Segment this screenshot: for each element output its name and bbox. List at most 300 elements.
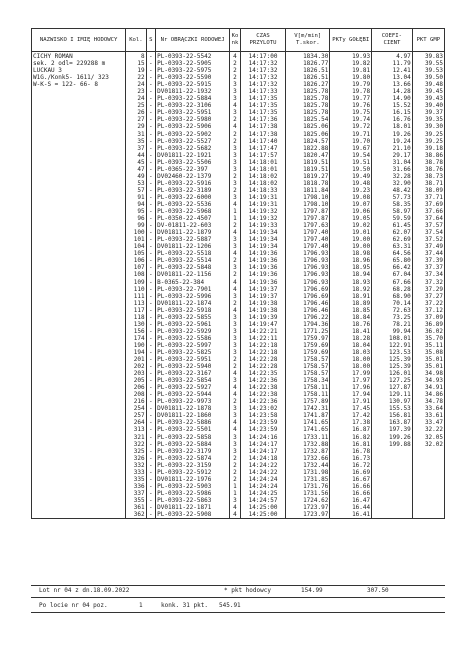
- cell-coef: 31.66: [372, 166, 413, 173]
- cell-breeder: [32, 462, 126, 469]
- cell-gmp: 39.50: [412, 74, 444, 81]
- cell-s: -: [146, 328, 156, 335]
- cell-czas: 14:19:37: [240, 286, 285, 293]
- cell-pkt: 19.05: [330, 215, 372, 222]
- cell-ring: PL-0393-22-5940: [156, 363, 230, 370]
- cell-breeder: [32, 166, 126, 173]
- cell-czas: 14:17:32: [240, 81, 285, 88]
- cell-speed: 1731.98: [286, 469, 330, 476]
- cell-speed: 1797.40: [286, 236, 330, 243]
- cell-ring: DV02460-22-1379: [156, 173, 230, 180]
- table-row: [32, 257, 445, 264]
- cell-konk: 2: [230, 131, 241, 138]
- cell-s: -: [146, 398, 156, 405]
- cell-czas: 14:22:21: [240, 328, 285, 335]
- cell-ring: PL-0393-22-5825: [156, 349, 230, 356]
- cell-konk: 4: [230, 426, 241, 433]
- cell-speed: 1834.30: [286, 52, 330, 61]
- cell-ring: PL-0393-22-5903: [156, 483, 230, 490]
- cell-pkt: 18.93: [330, 279, 372, 286]
- cell-breeder: [32, 286, 126, 293]
- cell-kol: 26: [126, 109, 146, 116]
- cell-ring: DV-01811-22-603: [156, 222, 230, 229]
- cell-gmp: 36.89: [412, 321, 444, 328]
- cell-kol: 105: [126, 250, 146, 257]
- cell-ring: PL-0393-22-7901: [156, 286, 230, 293]
- cell-breeder: [32, 490, 126, 497]
- cell-kol: 96: [126, 215, 146, 222]
- cell-ring: DV01811-22-1156: [156, 271, 230, 278]
- cell-konk: 2: [230, 116, 241, 123]
- cell-kol: 203: [126, 370, 146, 377]
- cell-czas: 14:19:36: [240, 264, 285, 271]
- cell-breeder: [32, 236, 126, 243]
- cell-breeder: [32, 215, 126, 222]
- cell-gmp: 37.22: [412, 300, 444, 307]
- cell-breeder: [32, 497, 126, 504]
- cell-czas: 14:17:32: [240, 74, 285, 81]
- cell-gmp: 39.25: [412, 131, 444, 138]
- cell-kol: 190: [126, 342, 146, 349]
- cell-konk: 3: [230, 405, 241, 412]
- cell-czas: 14:23:59: [240, 419, 285, 426]
- cell-breeder: [32, 469, 126, 476]
- header-gmp: PKT GMP: [412, 29, 444, 52]
- cell-gmp: 32.22: [412, 426, 444, 433]
- cell-s: -: [146, 490, 156, 497]
- cell-speed: 1741.65: [286, 419, 330, 426]
- cell-kol: 24: [126, 81, 146, 88]
- cell-kol: 8: [126, 52, 146, 61]
- table-row: [32, 490, 445, 497]
- cell-coef: 197.39: [372, 426, 413, 433]
- cell-s: -: [146, 412, 156, 419]
- cell-coef: 199.26: [372, 434, 413, 441]
- cell-ring: PL-0393-22-3159: [156, 462, 230, 469]
- cell-konk: 3: [230, 264, 241, 271]
- cell-coef: 155.53: [372, 405, 413, 412]
- cell-czas: 14:19:33: [240, 222, 285, 229]
- table-row: [32, 483, 445, 490]
- cell-coef: 68.90: [372, 293, 413, 300]
- cell-breeder: [32, 448, 126, 455]
- cell-konk: 2: [230, 222, 241, 229]
- cell-pkt: 18.03: [330, 349, 372, 356]
- cell-gmp: [412, 497, 444, 504]
- cell-konk: 3: [230, 377, 241, 384]
- cell-s: -: [146, 314, 156, 321]
- cell-konk: 2: [230, 173, 241, 180]
- cell-coef: [372, 469, 413, 476]
- cell-s: -: [146, 88, 156, 95]
- cell-ring: DV01811-22-1874: [156, 300, 230, 307]
- cell-breeder: [32, 180, 126, 187]
- cell-kol: 31: [126, 131, 146, 138]
- cell-s: -: [146, 159, 156, 166]
- cell-gmp: [412, 490, 444, 497]
- cell-coef: [372, 504, 413, 511]
- table-row: [32, 328, 445, 335]
- cell-pkt: 19.71: [330, 131, 372, 138]
- cell-s: -: [146, 342, 156, 349]
- cell-breeder: [32, 88, 126, 95]
- footer-flight-label: Lot nr 04 z dn.18.09.2022: [39, 587, 130, 594]
- cell-czas: 14:17:57: [240, 152, 285, 159]
- cell-czas: 14:17:33: [240, 88, 285, 95]
- cell-gmp: [412, 511, 444, 519]
- cell-kol: 325: [126, 448, 146, 455]
- cell-speed: 1796.69: [286, 293, 330, 300]
- cell-kol: 15: [126, 60, 146, 67]
- cell-ring: PL-0393-22-5586: [156, 335, 230, 342]
- cell-konk: 2: [230, 356, 241, 363]
- cell-breeder: [32, 441, 126, 448]
- table-row: [32, 434, 445, 441]
- cell-kol: 95: [126, 208, 146, 215]
- cell-breeder: [32, 243, 126, 250]
- cell-speed: 1796.69: [286, 286, 330, 293]
- cell-kol: 111: [126, 293, 146, 300]
- table-row: [32, 159, 445, 166]
- cell-speed: 1825.78: [286, 102, 330, 109]
- table-row: [32, 152, 445, 159]
- footer-gmp-value: 307.50: [367, 587, 389, 594]
- cell-coef: 13.66: [372, 81, 413, 88]
- cell-s: -: [146, 469, 156, 476]
- cell-kol: 257: [126, 412, 146, 419]
- cell-pkt: 18.95: [330, 264, 372, 271]
- cell-pkt: 18.00: [330, 356, 372, 363]
- cell-pkt: 19.78: [330, 88, 372, 95]
- cell-konk: 2: [230, 67, 241, 74]
- cell-speed: 1724.62: [286, 497, 330, 504]
- cell-s: -: [146, 356, 156, 363]
- table-row: [32, 405, 445, 412]
- cell-coef: 14.28: [372, 88, 413, 95]
- cell-speed: 1798.10: [286, 194, 330, 201]
- table-row: [32, 243, 445, 250]
- cell-pkt: 19.00: [330, 243, 372, 250]
- cell-gmp: [412, 504, 444, 511]
- cell-ring: PL-0393-22-5863: [156, 497, 230, 504]
- cell-konk: 3: [230, 180, 241, 187]
- cell-pkt: 19.72: [330, 123, 372, 130]
- cell-speed: 1732.44: [286, 462, 330, 469]
- cell-ring: PL-0393-22-5542: [156, 52, 230, 61]
- cell-gmp: 35.11: [412, 342, 444, 349]
- cell-speed: 1797.40: [286, 229, 330, 236]
- cell-konk: 3: [230, 328, 241, 335]
- cell-coef: 16.76: [372, 116, 413, 123]
- cell-speed: 1825.54: [286, 116, 330, 123]
- cell-coef: 67.66: [372, 279, 413, 286]
- cell-s: -: [146, 215, 156, 222]
- cell-s: -: [146, 370, 156, 377]
- cell-ring: PL-0393-22-5848: [156, 264, 230, 271]
- cell-coef: [372, 476, 413, 483]
- cell-speed: 1731.76: [286, 483, 330, 490]
- table-row: [32, 462, 445, 469]
- cell-czas: 14:23:02: [240, 405, 285, 412]
- cell-coef: [372, 511, 413, 519]
- header-coef: COEFI- CIENT: [372, 29, 413, 52]
- cell-s: -: [146, 95, 156, 102]
- cell-ring: PL-0393-22-5886: [156, 419, 230, 426]
- cell-speed: 1723.97: [286, 511, 330, 519]
- cell-speed: 1824.57: [286, 138, 330, 145]
- cell-breeder: [32, 264, 126, 271]
- cell-speed: 1732.88: [286, 441, 330, 448]
- cell-ring: DV01811-22-1932: [156, 88, 230, 95]
- cell-konk: 3: [230, 321, 241, 328]
- cell-ring: PL-0393-22-5536: [156, 201, 230, 208]
- cell-konk: 2: [230, 455, 241, 462]
- cell-konk: 1: [230, 215, 241, 222]
- cell-czas: 14:17:35: [240, 102, 285, 109]
- cell-pkt: 19.76: [330, 102, 372, 109]
- cell-pkt: 18.00: [330, 363, 372, 370]
- cell-s: -: [146, 60, 156, 67]
- cell-czas: 14:19:31: [240, 194, 285, 201]
- cell-czas: 14:18:01: [240, 166, 285, 173]
- table-row: [32, 419, 445, 426]
- cell-speed: 1759.97: [286, 335, 330, 342]
- cell-czas: 14:17:47: [240, 145, 285, 152]
- cell-gmp: 38.86: [412, 152, 444, 159]
- cell-konk: 2: [230, 60, 241, 67]
- cell-czas: 14:22:38: [240, 391, 285, 398]
- table-row: [32, 412, 445, 419]
- table-row: [32, 131, 445, 138]
- cell-s: -: [146, 236, 156, 243]
- cell-pkt: 17.91: [330, 398, 372, 405]
- cell-konk: 4: [230, 391, 241, 398]
- table-row: [32, 236, 445, 243]
- cell-czas: 14:24:24: [240, 476, 285, 483]
- cell-ring: PL-0393-22-5884: [156, 441, 230, 448]
- cell-s: -: [146, 52, 156, 61]
- cell-konk: 2: [230, 74, 241, 81]
- results-table: [31, 28, 445, 519]
- cell-gmp: [412, 469, 444, 476]
- cell-s: -: [146, 377, 156, 384]
- cell-czas: 14:22:28: [240, 356, 285, 363]
- cell-speed: 1723.97: [286, 504, 330, 511]
- cell-speed: 1796.22: [286, 314, 330, 321]
- cell-kol: 361: [126, 504, 146, 511]
- cell-kol: 201: [126, 356, 146, 363]
- header-pkt: PKTy GOŁĘBI: [330, 29, 372, 52]
- cell-ring: PL-0365-22-397: [156, 166, 230, 173]
- cell-kol: 106: [126, 257, 146, 264]
- cell-s: -: [146, 264, 156, 271]
- table-row: [32, 504, 445, 511]
- cell-czas: 14:17:38: [240, 123, 285, 130]
- cell-breeder: [32, 293, 126, 300]
- cell-coef: [372, 455, 413, 462]
- cell-ring: DV01811-22-1879: [156, 229, 230, 236]
- cell-coef: 127.87: [372, 384, 413, 391]
- cell-coef: 64.56: [372, 250, 413, 257]
- cell-ring: PL-0393-22-5908: [156, 511, 230, 519]
- cell-breeder: [32, 504, 126, 511]
- cell-coef: 62.07: [372, 229, 413, 236]
- cell-speed: 1825.06: [286, 123, 330, 130]
- cell-pkt: 16.73: [330, 455, 372, 462]
- cell-gmp: 37.12: [412, 307, 444, 314]
- table-row: [32, 208, 445, 215]
- cell-czas: 14:24:17: [240, 448, 285, 455]
- cell-ring: PL-0393-22-5996: [156, 293, 230, 300]
- cell-s: -: [146, 222, 156, 229]
- cell-pkt: 19.70: [330, 138, 372, 145]
- cell-gmp: 38.09: [412, 187, 444, 194]
- table-row: [32, 102, 445, 109]
- cell-ring: PL-0393-22-5975: [156, 67, 230, 74]
- cell-kol: 202: [126, 363, 146, 370]
- cell-pkt: 19.08: [330, 194, 372, 201]
- cell-ring: PL-0393-22-9973: [156, 398, 230, 405]
- cell-breeder: [32, 159, 126, 166]
- footer-flight-line: [31, 587, 445, 596]
- cell-czas: 14:19:36: [240, 250, 285, 257]
- cell-pkt: 18.04: [330, 342, 372, 349]
- cell-pkt: 18.84: [330, 314, 372, 321]
- cell-czas: 14:24:22: [240, 462, 285, 469]
- cell-czas: 14:18:33: [240, 187, 285, 194]
- table-row: [32, 81, 445, 88]
- cell-czas: 14:19:34: [240, 236, 285, 243]
- cell-pkt: 19.79: [330, 81, 372, 88]
- cell-czas: 14:19:32: [240, 208, 285, 215]
- table-row: [32, 250, 445, 257]
- table-row: [32, 455, 445, 462]
- cell-czas: 14:17:38: [240, 131, 285, 138]
- cell-s: -: [146, 448, 156, 455]
- cell-pkt: 19.51: [330, 159, 372, 166]
- cell-gmp: 39.83: [412, 52, 444, 61]
- cell-speed: 1818.78: [286, 180, 330, 187]
- cell-speed: 1825.78: [286, 109, 330, 116]
- cell-kol: 332: [126, 462, 146, 469]
- cell-breeder: [32, 511, 126, 519]
- cell-coef: 32.28: [372, 173, 413, 180]
- cell-ring: PL-0393-22-5997: [156, 342, 230, 349]
- cell-kol: 104: [126, 243, 146, 250]
- cell-s: -: [146, 434, 156, 441]
- cell-konk: 3: [230, 236, 241, 243]
- cell-speed: 1826.51: [286, 74, 330, 81]
- cell-ring: B-0365-22-384: [156, 279, 230, 286]
- cell-breeder: W-K-S = 122- 66- 8: [32, 81, 126, 88]
- cell-coef: [372, 497, 413, 504]
- cell-breeder: [32, 412, 126, 419]
- cell-coef: 163.87: [372, 419, 413, 426]
- cell-konk: 4: [230, 307, 241, 314]
- cell-s: -: [146, 187, 156, 194]
- cell-pkt: 18.96: [330, 257, 372, 264]
- footer-rule-bottom: [31, 612, 445, 613]
- cell-gmp: 39.53: [412, 67, 444, 74]
- cell-czas: 14:24:16: [240, 434, 285, 441]
- cell-s: -: [146, 152, 156, 159]
- cell-s: -: [146, 384, 156, 391]
- cell-ring: PL-0393-22-5682: [156, 145, 230, 152]
- cell-speed: 1731.85: [286, 476, 330, 483]
- table-row: [32, 391, 445, 398]
- cell-konk: 4: [230, 419, 241, 426]
- cell-breeder: [32, 419, 126, 426]
- cell-speed: 1759.69: [286, 342, 330, 349]
- cell-konk: 2: [230, 300, 241, 307]
- cell-kol: 100: [126, 229, 146, 236]
- cell-ring: DV01811-22-1860: [156, 412, 230, 419]
- cell-konk: 1: [230, 483, 241, 490]
- cell-gmp: 35.01: [412, 363, 444, 370]
- cell-s: -: [146, 504, 156, 511]
- cell-ring: DV01811-22-1878: [156, 405, 230, 412]
- cell-speed: 1732.87: [286, 448, 330, 455]
- cell-speed: 1797.40: [286, 243, 330, 250]
- cell-s: -: [146, 391, 156, 398]
- cell-breeder: [32, 328, 126, 335]
- cell-gmp: 32.02: [412, 441, 444, 448]
- cell-ring: PL-0393-22-5986: [156, 490, 230, 497]
- table-row: [32, 476, 445, 483]
- cell-konk: 4: [230, 384, 241, 391]
- cell-ring: PL-0393-22-5918: [156, 307, 230, 314]
- cell-speed: 1797.87: [286, 208, 330, 215]
- cell-gmp: 36.02: [412, 328, 444, 335]
- cell-gmp: 39.43: [412, 95, 444, 102]
- cell-coef: 31.04: [372, 159, 413, 166]
- cell-konk: 3: [230, 448, 241, 455]
- cell-pkt: 19.00: [330, 236, 372, 243]
- cell-czas: 14:24:18: [240, 455, 285, 462]
- cell-speed: 1758.11: [286, 384, 330, 391]
- cell-speed: 1796.93: [286, 250, 330, 257]
- cell-gmp: 34.98: [412, 370, 444, 377]
- header-ring: Nr OBRĄCZKI RODOWEJ: [156, 29, 230, 52]
- cell-kol: 53: [126, 180, 146, 187]
- table-row: [32, 426, 445, 433]
- cell-coef: 68.28: [372, 286, 413, 293]
- cell-kol: 335: [126, 476, 146, 483]
- cell-speed: 1826.77: [286, 60, 330, 67]
- cell-s: -: [146, 462, 156, 469]
- cell-coef: 13.04: [372, 74, 413, 81]
- table-row: [32, 123, 445, 130]
- cell-ring: PL-0393-22-5915: [156, 81, 230, 88]
- table-row: [32, 307, 445, 314]
- table-row: [32, 511, 445, 519]
- cell-ring: PL-0393-22-5590: [156, 74, 230, 81]
- header-konk: Ko nk: [230, 29, 241, 52]
- cell-speed: 1771.25: [286, 328, 330, 335]
- cell-pkt: 17.96: [330, 384, 372, 391]
- cell-coef: 122.91: [372, 342, 413, 349]
- cell-coef: 4.97: [372, 52, 413, 61]
- footer-pkt-value: 154.99: [301, 587, 323, 594]
- cell-speed: 1826.27: [286, 81, 330, 88]
- cell-gmp: 39.40: [412, 102, 444, 109]
- cell-ring: PL-0393-22-5951: [156, 356, 230, 363]
- cell-konk: 3: [230, 335, 241, 342]
- cell-gmp: 39.35: [412, 116, 444, 123]
- cell-czas: 14:22:28: [240, 363, 285, 370]
- cell-ring: PL-0393-22-3189: [156, 187, 230, 194]
- cell-coef: 14.90: [372, 95, 413, 102]
